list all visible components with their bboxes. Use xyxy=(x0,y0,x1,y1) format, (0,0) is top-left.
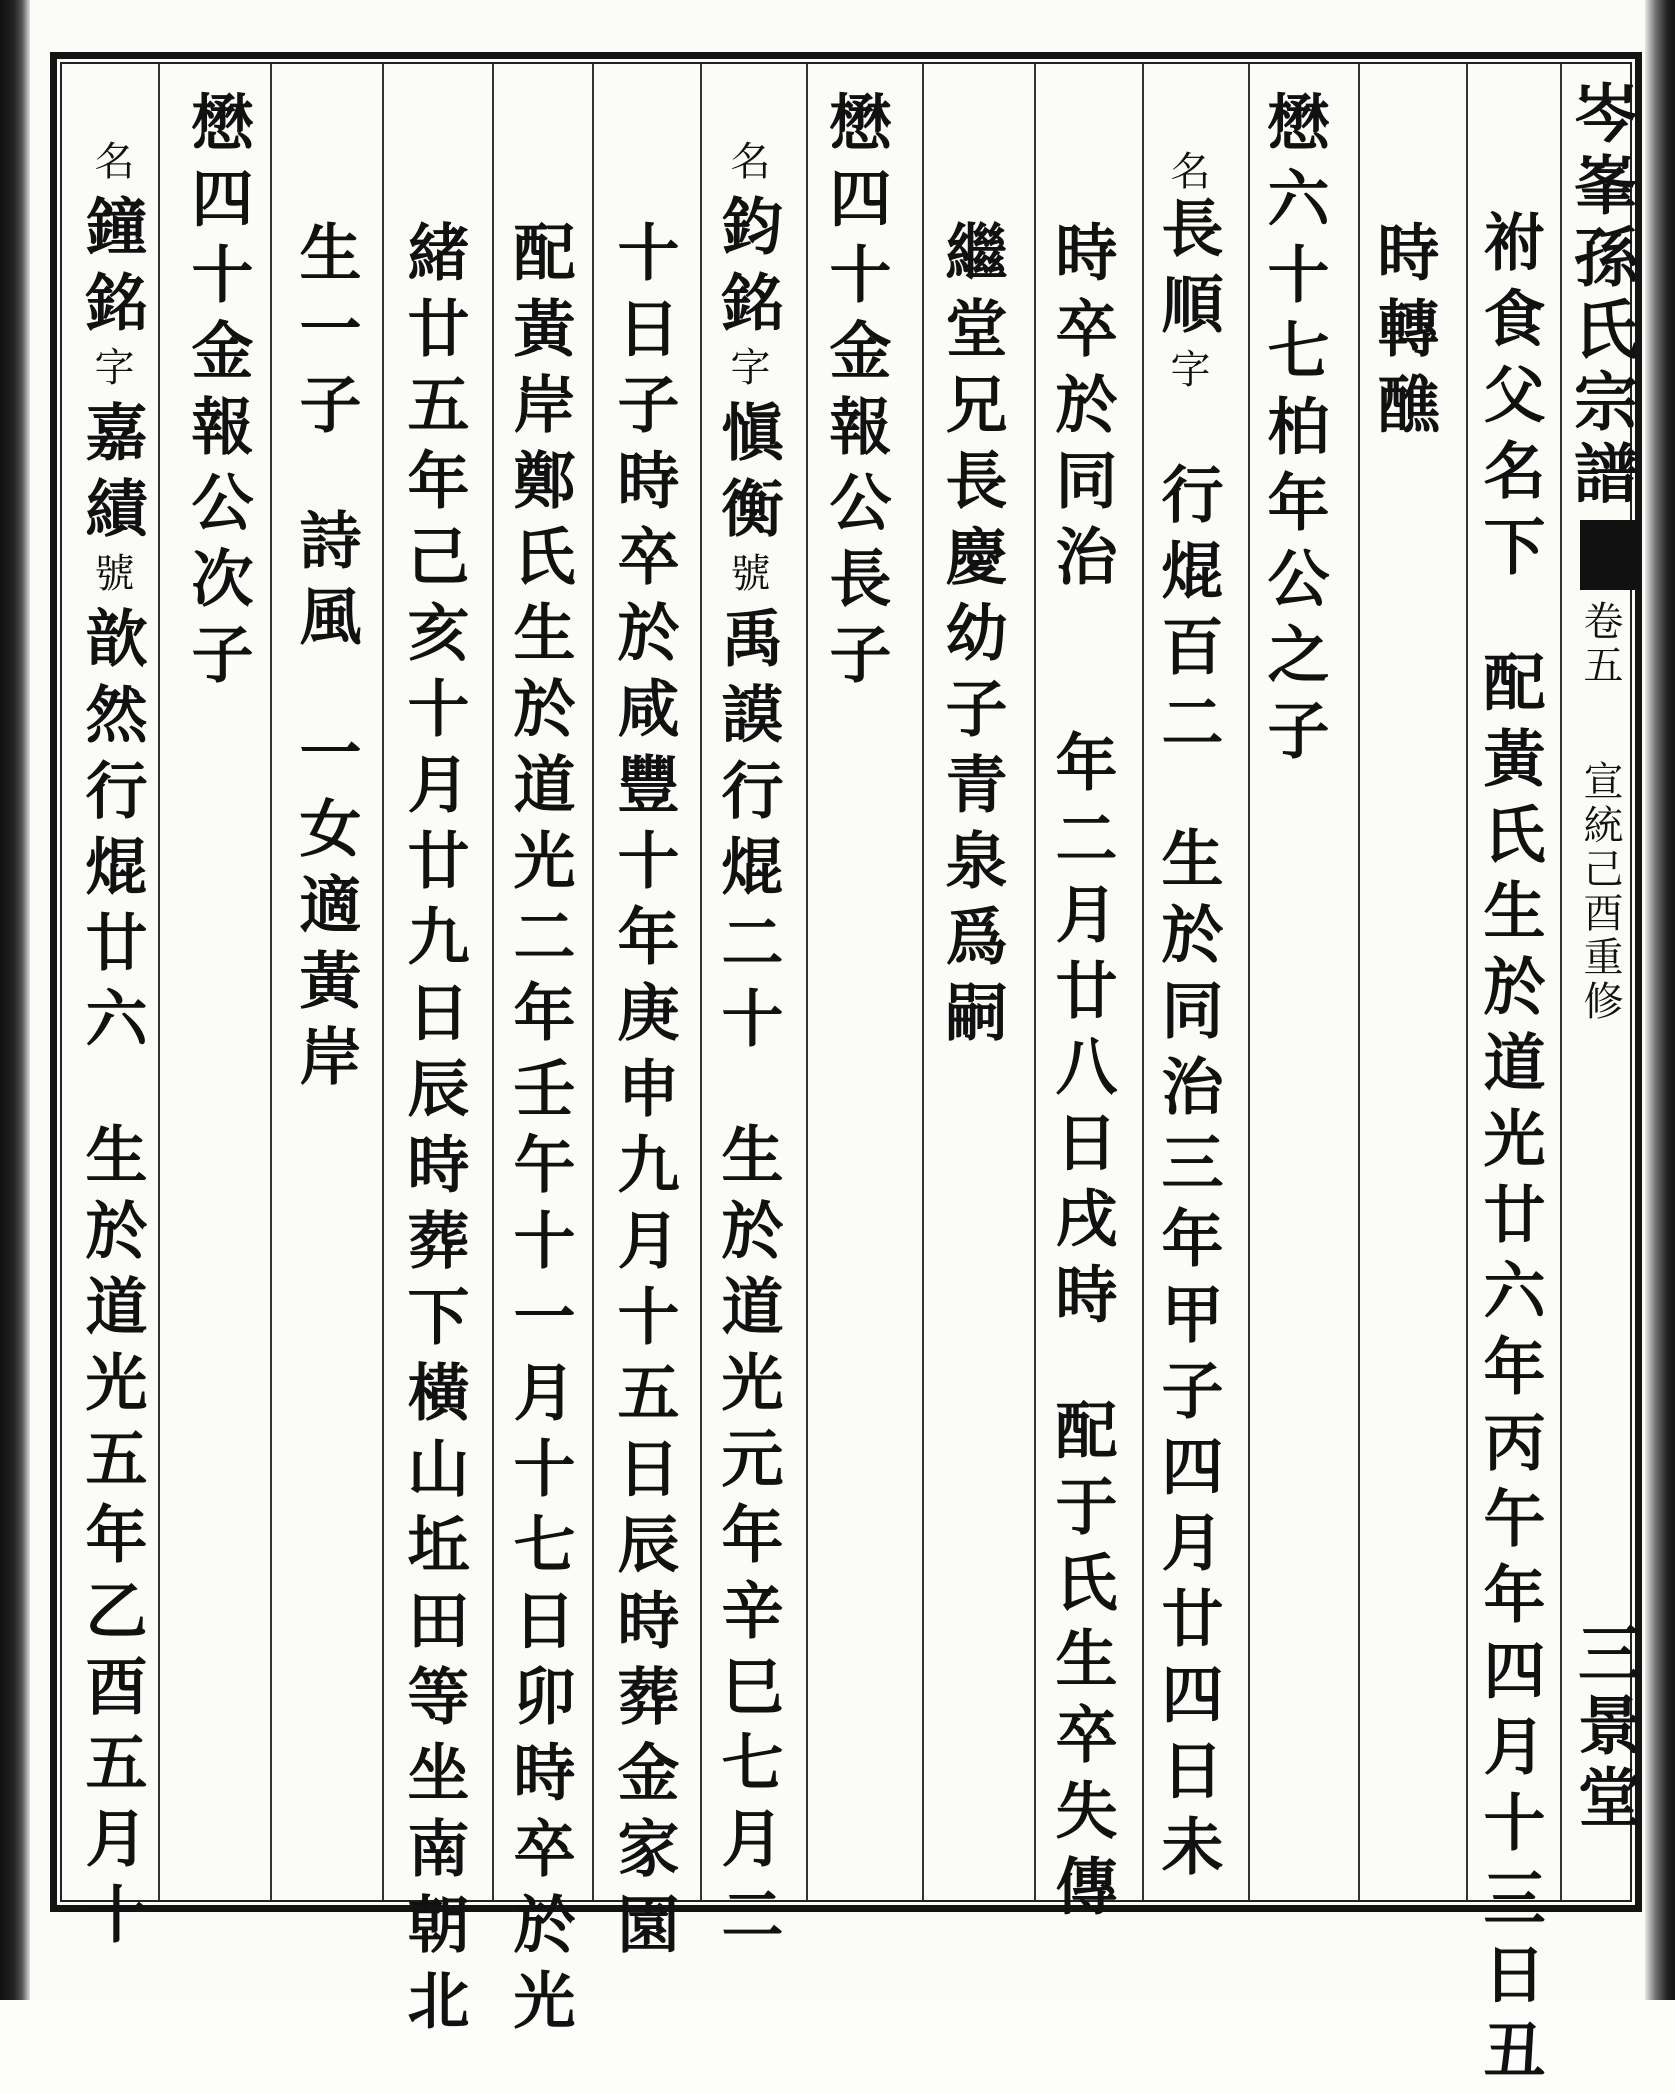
column-rule xyxy=(1034,64,1036,1900)
text-column xyxy=(397,220,470,2044)
column-rule xyxy=(1466,64,1468,1900)
column-rule xyxy=(806,64,808,1900)
person-name: 鈞銘 xyxy=(711,194,784,346)
column-rule xyxy=(1142,64,1144,1900)
column-text: 行焜百二 xyxy=(1151,462,1224,766)
column-rule xyxy=(700,64,702,1900)
courtesy-label: 字 xyxy=(724,346,770,400)
text-column xyxy=(607,220,680,1968)
column-rule xyxy=(922,64,924,1900)
text-column xyxy=(1367,220,1440,448)
generation-heading xyxy=(181,90,254,698)
column-text: 懋六十七柏年公之子 xyxy=(1257,90,1330,774)
column-text: 生於同治三年甲子四月廿四日未 xyxy=(1151,826,1224,1890)
text-column xyxy=(289,220,362,1100)
column-text: 年二月廿八日戌時 xyxy=(1045,730,1118,1338)
column-text: 配黃岸鄭氏生於道光二年壬午十一月十七日卯時卒於光 xyxy=(503,220,576,2044)
column-text: 繼堂兄長慶幼子青泉爲嗣 xyxy=(935,220,1008,1056)
style-label: 號 xyxy=(88,552,134,606)
left-binding-edge xyxy=(0,0,30,2000)
column-text: 時轉醮 xyxy=(1367,220,1440,448)
generation-heading xyxy=(1257,90,1330,774)
column-text: 禹謨行焜二十 xyxy=(711,606,784,1062)
column-text: 懋四十金報公長子 xyxy=(819,90,892,698)
name-label: 名 xyxy=(88,140,134,194)
text-column xyxy=(1473,210,1546,2094)
text-column xyxy=(503,220,576,2044)
volume-label: 卷五 xyxy=(1577,600,1623,688)
name-label: 名 xyxy=(1164,150,1210,196)
name-label: 名 xyxy=(724,140,770,194)
column-rule xyxy=(492,64,494,1900)
column-text: 歆然行焜廿六 xyxy=(75,606,148,1062)
column-text: 詩風 xyxy=(289,508,362,660)
text-column xyxy=(935,220,1008,1056)
column-text: 一女適黃岸 xyxy=(289,720,362,1100)
text-column xyxy=(711,140,784,1958)
column-rule xyxy=(158,64,160,1900)
column-text: 生一子 xyxy=(289,220,362,448)
column-text: 十日子時卒於咸豐十年庚申九月十五日辰時葬金家園 xyxy=(607,220,680,1968)
column-text: 配于氏生卒失傳 xyxy=(1045,1398,1118,1930)
person-name: 鐘銘 xyxy=(75,194,148,346)
column-rule xyxy=(1560,64,1562,1900)
column-text: 配黃氏生於道光廿六年丙午年四月十三日丑 xyxy=(1473,650,1546,2094)
column-text: 祔食父名下 xyxy=(1473,210,1546,590)
generation-heading xyxy=(819,90,892,698)
column-text: 時卒於同治 xyxy=(1045,220,1118,600)
column-rule xyxy=(382,64,384,1900)
text-column xyxy=(75,140,148,1958)
genealogy-title: 岑峯孫氏宗譜 xyxy=(1563,80,1638,512)
edition-label: 宣統己酉重修 xyxy=(1577,760,1623,1024)
column-rule xyxy=(1248,64,1250,1900)
volume-marker-block xyxy=(1580,520,1640,590)
column-text: 生於道光五年乙酉五月十 xyxy=(75,1122,148,1958)
text-column xyxy=(1045,220,1118,1930)
column-text: 懋四十金報公次子 xyxy=(181,90,254,698)
column-text: 生於道光元年辛巳七月二 xyxy=(711,1122,784,1958)
hall-name: 三景堂 xyxy=(1567,1620,1642,1836)
style-label: 號 xyxy=(724,552,770,606)
column-rule xyxy=(270,64,272,1900)
courtesy-label: 字 xyxy=(88,346,134,400)
column-text: 緒廿五年己亥十月廿九日辰時葬下橫山坵田等坐南朝北 xyxy=(397,220,470,2044)
person-name: 長順 xyxy=(1151,196,1224,348)
courtesy-label: 字 xyxy=(1164,348,1210,402)
courtesy-name: 愼衡 xyxy=(711,400,784,552)
courtesy-name: 嘉績 xyxy=(75,400,148,552)
column-rule xyxy=(592,64,594,1900)
column-rule xyxy=(1358,64,1360,1900)
right-binding-edge xyxy=(1645,0,1675,2000)
text-column xyxy=(1151,150,1224,1890)
